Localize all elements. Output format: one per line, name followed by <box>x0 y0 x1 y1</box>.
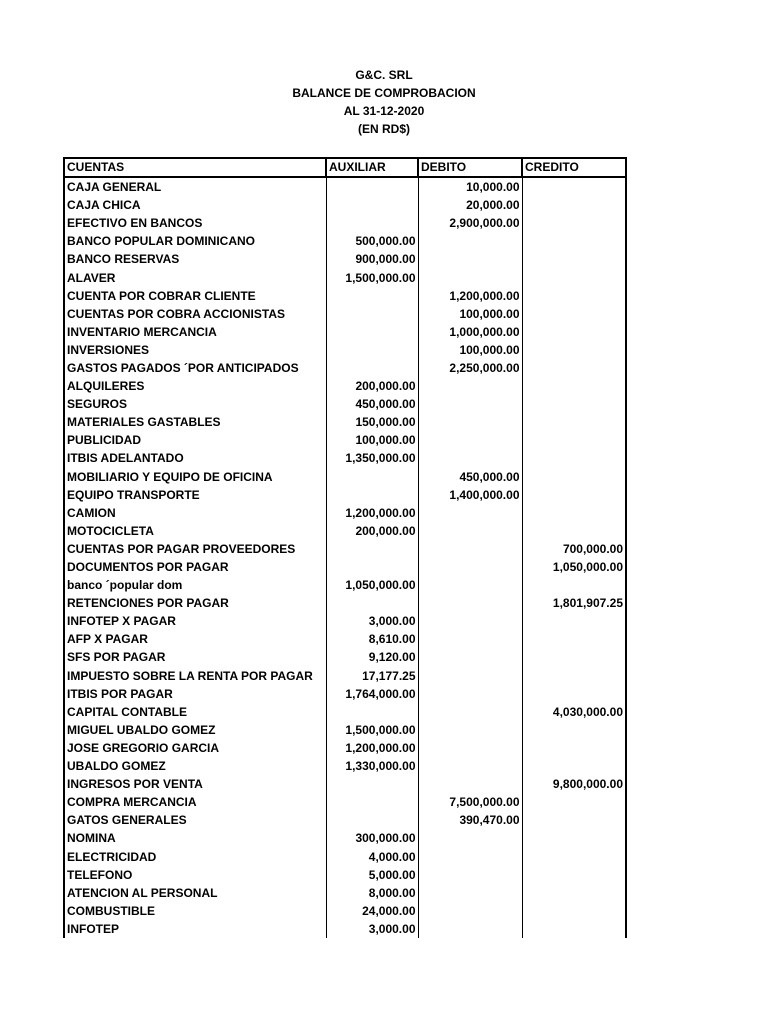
debito-cell: 1,400,000.00 <box>418 486 522 504</box>
credito-cell <box>522 829 626 847</box>
table-row <box>64 177 626 196</box>
account-name-cell: EQUIPO TRANSPORTE <box>64 486 326 504</box>
table-row <box>64 287 626 305</box>
table-row <box>64 847 626 865</box>
account-name-cell: ALQUILERES <box>64 377 326 395</box>
account-name-cell: UBALDO GOMEZ <box>64 757 326 775</box>
auxiliar-cell <box>326 486 418 504</box>
auxiliar-cell: 9,120.00 <box>326 648 418 666</box>
debito-cell: 7,500,000.00 <box>418 793 522 811</box>
table-row <box>64 413 626 431</box>
debito-cell: 20,000.00 <box>418 196 522 214</box>
auxiliar-cell <box>326 811 418 829</box>
table-body <box>64 177 626 938</box>
auxiliar-cell <box>326 177 418 196</box>
auxiliar-cell: 200,000.00 <box>326 522 418 540</box>
auxiliar-cell <box>326 793 418 811</box>
debito-cell <box>418 648 522 666</box>
table-row <box>64 522 626 540</box>
debito-cell <box>418 612 522 630</box>
auxiliar-cell: 1,500,000.00 <box>326 721 418 739</box>
report-date: AL 31-12-2020 <box>343 104 425 118</box>
account-name-cell: MIGUEL UBALDO GOMEZ <box>64 721 326 739</box>
auxiliar-cell <box>326 341 418 359</box>
debito-cell <box>418 395 522 413</box>
debito-cell <box>418 667 522 685</box>
account-name-cell: ATENCION AL PERSONAL <box>64 884 326 902</box>
column-header-auxiliar: AUXILIAR <box>326 158 418 177</box>
auxiliar-cell: 4,000.00 <box>326 847 418 865</box>
account-name-cell: TELEFONO <box>64 866 326 884</box>
auxiliar-cell <box>326 558 418 576</box>
auxiliar-cell: 100,000.00 <box>326 431 418 449</box>
account-name-cell: CUENTAS POR COBRA ACCIONISTAS <box>64 305 326 323</box>
credito-cell <box>522 866 626 884</box>
table-row <box>64 775 626 793</box>
table-row <box>64 196 626 214</box>
credito-cell <box>522 902 626 920</box>
credito-cell <box>522 268 626 286</box>
auxiliar-cell <box>326 287 418 305</box>
table-row <box>64 377 626 395</box>
table-row <box>64 793 626 811</box>
report-title: BALANCE DE COMPROBACION <box>292 86 476 100</box>
debito-cell: 100,000.00 <box>418 305 522 323</box>
table-row <box>64 667 626 685</box>
auxiliar-cell: 1,350,000.00 <box>326 449 418 467</box>
table-row <box>64 630 626 648</box>
account-name-cell: IMPUESTO SOBRE LA RENTA POR PAGAR <box>64 667 326 685</box>
debito-cell <box>418 522 522 540</box>
debito-cell <box>418 847 522 865</box>
table-row <box>64 685 626 703</box>
account-name-cell: ALAVER <box>64 268 326 286</box>
credito-cell <box>522 685 626 703</box>
account-name-cell: PUBLICIDAD <box>64 431 326 449</box>
credito-cell <box>522 648 626 666</box>
account-name-cell: INFOTEP <box>64 920 326 938</box>
credito-cell: 700,000.00 <box>522 540 626 558</box>
table-row <box>64 431 626 449</box>
credito-cell <box>522 359 626 377</box>
debito-cell <box>418 884 522 902</box>
account-name-cell: BANCO POPULAR DOMINICANO <box>64 232 326 250</box>
credito-cell <box>522 468 626 486</box>
auxiliar-cell: 900,000.00 <box>326 250 418 268</box>
debito-cell <box>418 232 522 250</box>
debito-cell <box>418 413 522 431</box>
auxiliar-cell: 1,330,000.00 <box>326 757 418 775</box>
account-name-cell: CAJA CHICA <box>64 196 326 214</box>
account-name-cell: CAMION <box>64 504 326 522</box>
header-row <box>64 158 626 177</box>
auxiliar-cell <box>326 594 418 612</box>
account-name-cell: MOTOCICLETA <box>64 522 326 540</box>
auxiliar-cell <box>326 214 418 232</box>
credito-cell <box>522 177 626 196</box>
debito-cell: 100,000.00 <box>418 341 522 359</box>
debito-cell <box>418 829 522 847</box>
table-row <box>64 214 626 232</box>
credito-cell <box>522 214 626 232</box>
credito-cell <box>522 449 626 467</box>
table-row <box>64 359 626 377</box>
account-name-cell: JOSE GREGORIO GARCIA <box>64 739 326 757</box>
debito-cell <box>418 685 522 703</box>
credito-cell <box>522 431 626 449</box>
account-name-cell: INGRESOS POR VENTA <box>64 775 326 793</box>
credito-cell <box>522 196 626 214</box>
auxiliar-cell: 1,200,000.00 <box>326 739 418 757</box>
auxiliar-cell: 3,000.00 <box>326 920 418 938</box>
debito-cell <box>418 558 522 576</box>
debito-cell: 390,470.00 <box>418 811 522 829</box>
column-header-debito: DEBITO <box>418 158 522 177</box>
account-name-cell: COMBUSTIBLE <box>64 902 326 920</box>
credito-cell <box>522 847 626 865</box>
table-row <box>64 468 626 486</box>
table-row <box>64 721 626 739</box>
company-name: G&C. SRL <box>355 68 413 82</box>
report-header <box>0 66 768 138</box>
account-name-cell: CUENTA POR COBRAR CLIENTE <box>64 287 326 305</box>
auxiliar-cell: 450,000.00 <box>326 395 418 413</box>
debito-cell <box>418 739 522 757</box>
debito-cell <box>418 449 522 467</box>
credito-cell: 1,050,000.00 <box>522 558 626 576</box>
auxiliar-cell: 5,000.00 <box>326 866 418 884</box>
table-row <box>64 540 626 558</box>
table-row <box>64 920 626 938</box>
debito-cell <box>418 866 522 884</box>
debito-cell: 2,900,000.00 <box>418 214 522 232</box>
auxiliar-cell <box>326 196 418 214</box>
auxiliar-cell <box>326 775 418 793</box>
table-row <box>64 884 626 902</box>
debito-cell: 1,200,000.00 <box>418 287 522 305</box>
credito-cell <box>522 413 626 431</box>
credito-cell: 4,030,000.00 <box>522 703 626 721</box>
credito-cell <box>522 323 626 341</box>
credito-cell <box>522 757 626 775</box>
credito-cell <box>522 504 626 522</box>
account-name-cell: COMPRA MERCANCIA <box>64 793 326 811</box>
auxiliar-cell: 300,000.00 <box>326 829 418 847</box>
auxiliar-cell: 150,000.00 <box>326 413 418 431</box>
table-row <box>64 268 626 286</box>
credito-cell <box>522 341 626 359</box>
auxiliar-cell: 200,000.00 <box>326 377 418 395</box>
table-row <box>64 576 626 594</box>
debito-cell <box>418 431 522 449</box>
debito-cell: 1,000,000.00 <box>418 323 522 341</box>
debito-cell <box>418 268 522 286</box>
credito-cell <box>522 721 626 739</box>
table-row <box>64 323 626 341</box>
account-name-cell: INFOTEP X PAGAR <box>64 612 326 630</box>
auxiliar-cell: 8,000.00 <box>326 884 418 902</box>
account-name-cell: ITBIS ADELANTADO <box>64 449 326 467</box>
credito-cell <box>522 811 626 829</box>
credito-cell <box>522 739 626 757</box>
table-row <box>64 594 626 612</box>
debito-cell <box>418 703 522 721</box>
debito-cell <box>418 594 522 612</box>
credito-cell <box>522 377 626 395</box>
debito-cell <box>418 920 522 938</box>
auxiliar-cell: 500,000.00 <box>326 232 418 250</box>
debito-cell <box>418 721 522 739</box>
table-row <box>64 449 626 467</box>
account-name-cell: GATOS GENERALES <box>64 811 326 829</box>
debito-cell <box>418 775 522 793</box>
account-name-cell: MATERIALES GASTABLES <box>64 413 326 431</box>
credito-cell <box>522 630 626 648</box>
auxiliar-cell <box>326 323 418 341</box>
account-name-cell: RETENCIONES POR PAGAR <box>64 594 326 612</box>
account-name-cell: AFP X PAGAR <box>64 630 326 648</box>
account-name-cell: EFECTIVO EN BANCOS <box>64 214 326 232</box>
credito-cell <box>522 884 626 902</box>
account-name-cell: CUENTAS POR PAGAR PROVEEDORES <box>64 540 326 558</box>
debito-cell <box>418 540 522 558</box>
credito-cell <box>522 287 626 305</box>
auxiliar-cell <box>326 703 418 721</box>
account-name-cell: BANCO RESERVAS <box>64 250 326 268</box>
debito-cell <box>418 902 522 920</box>
credito-cell: 1,801,907.25 <box>522 594 626 612</box>
debito-cell <box>418 757 522 775</box>
auxiliar-cell: 1,764,000.00 <box>326 685 418 703</box>
auxiliar-cell: 8,610.00 <box>326 630 418 648</box>
auxiliar-cell: 3,000.00 <box>326 612 418 630</box>
account-name-cell: SFS POR PAGAR <box>64 648 326 666</box>
table-row <box>64 648 626 666</box>
account-name-cell: INVERSIONES <box>64 341 326 359</box>
credito-cell: 9,800,000.00 <box>522 775 626 793</box>
account-name-cell: DOCUMENTOS POR PAGAR <box>64 558 326 576</box>
debito-cell <box>418 250 522 268</box>
auxiliar-cell: 17,177.25 <box>326 667 418 685</box>
account-name-cell: CAJA GENERAL <box>64 177 326 196</box>
account-name-cell: NOMINA <box>64 829 326 847</box>
auxiliar-cell <box>326 359 418 377</box>
table-row <box>64 866 626 884</box>
credito-cell <box>522 232 626 250</box>
credito-cell <box>522 920 626 938</box>
account-name-cell: MOBILIARIO Y EQUIPO DE OFICINA <box>64 468 326 486</box>
auxiliar-cell <box>326 468 418 486</box>
table-row <box>64 811 626 829</box>
table-row <box>64 250 626 268</box>
auxiliar-cell <box>326 305 418 323</box>
table-row <box>64 341 626 359</box>
credito-cell <box>522 486 626 504</box>
account-name-cell: ELECTRICIDAD <box>64 847 326 865</box>
table-row <box>64 558 626 576</box>
table-row <box>64 504 626 522</box>
credito-cell <box>522 395 626 413</box>
debito-cell: 10,000.00 <box>418 177 522 196</box>
auxiliar-cell: 24,000.00 <box>326 902 418 920</box>
credito-cell <box>522 576 626 594</box>
column-header-cuentas: CUENTAS <box>64 158 326 177</box>
table-row <box>64 829 626 847</box>
debito-cell <box>418 576 522 594</box>
report-currency: (EN RD$) <box>357 122 410 136</box>
account-name-cell: INVENTARIO MERCANCIA <box>64 323 326 341</box>
credito-cell <box>522 793 626 811</box>
credito-cell <box>522 522 626 540</box>
debito-cell: 450,000.00 <box>418 468 522 486</box>
debito-cell <box>418 377 522 395</box>
credito-cell <box>522 305 626 323</box>
table-row <box>64 739 626 757</box>
credito-cell <box>522 667 626 685</box>
table-row <box>64 395 626 413</box>
account-name-cell: SEGUROS <box>64 395 326 413</box>
column-header-credito: CREDITO <box>522 158 626 177</box>
account-name-cell: banco ´popular dom <box>64 576 326 594</box>
table-row <box>64 305 626 323</box>
table-row <box>64 612 626 630</box>
debito-cell <box>418 630 522 648</box>
auxiliar-cell <box>326 540 418 558</box>
table-row <box>64 232 626 250</box>
auxiliar-cell: 1,200,000.00 <box>326 504 418 522</box>
account-name-cell: ITBIS POR PAGAR <box>64 685 326 703</box>
table-row <box>64 703 626 721</box>
auxiliar-cell: 1,500,000.00 <box>326 268 418 286</box>
debito-cell: 2,250,000.00 <box>418 359 522 377</box>
table-row <box>64 757 626 775</box>
credito-cell <box>522 612 626 630</box>
trial-balance-table <box>63 157 627 938</box>
table-row <box>64 486 626 504</box>
account-name-cell: CAPITAL CONTABLE <box>64 703 326 721</box>
account-name-cell: GASTOS PAGADOS ´POR ANTICIPADOS <box>64 359 326 377</box>
auxiliar-cell: 1,050,000.00 <box>326 576 418 594</box>
table-row <box>64 902 626 920</box>
credito-cell <box>522 250 626 268</box>
debito-cell <box>418 504 522 522</box>
